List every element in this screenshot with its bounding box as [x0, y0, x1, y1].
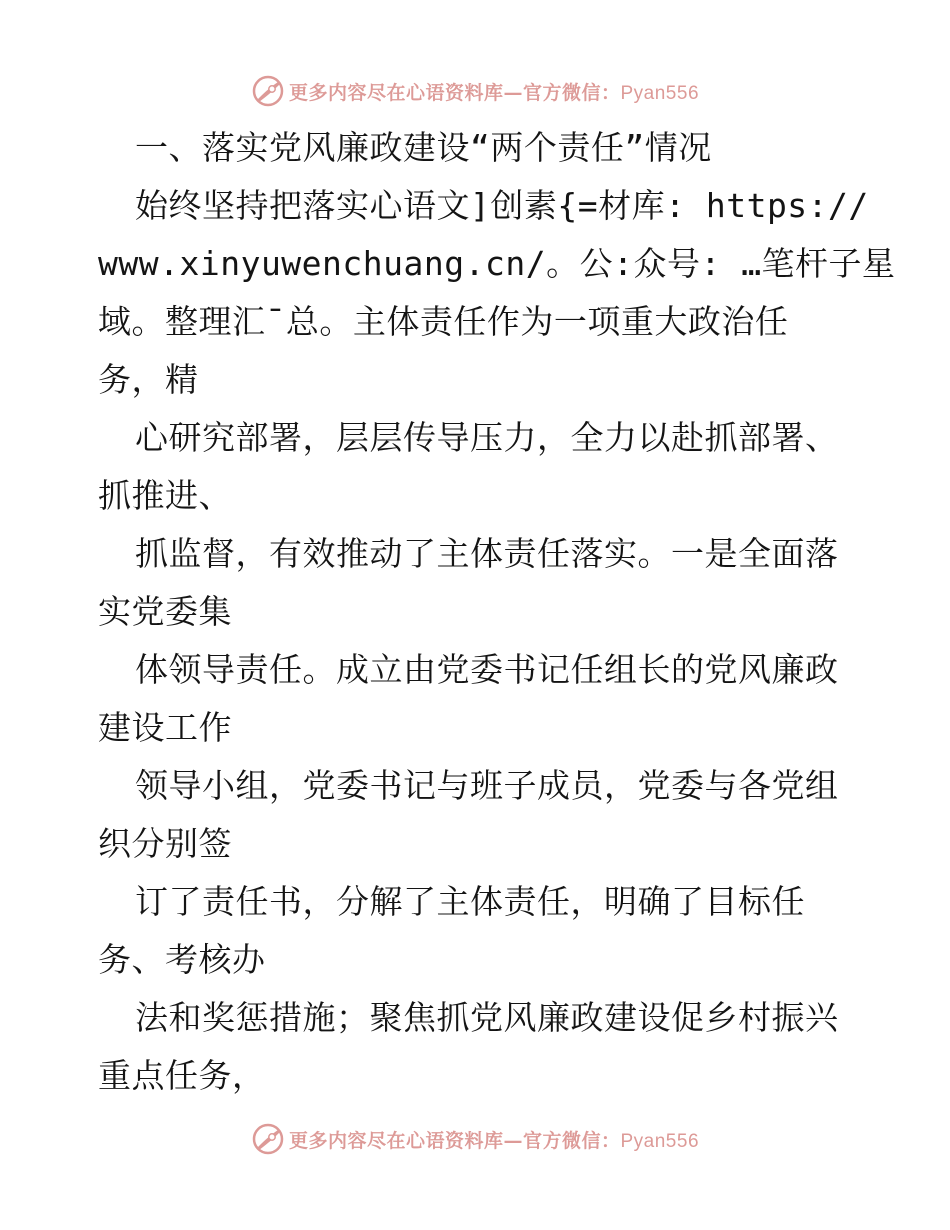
- paragraph-line: 订了责任书，分解了主体责任，明确了目标任: [135, 882, 805, 921]
- footer-watermark: [0, 1119, 950, 1159]
- watermark-text: 更多内容尽在心语资料库—官方微信：Pyan556: [288, 81, 700, 104]
- paragraph-line: 织分别签: [98, 824, 232, 863]
- paragraph-line: 实党委集: [98, 592, 232, 631]
- paragraph-line: 域。整理汇¯总。主体责任作为一项重大政治任: [98, 302, 789, 341]
- paragraph-line: 务，精: [98, 360, 199, 399]
- paragraph-line: 务、考核办: [98, 940, 266, 979]
- paragraph-line: 抓监督，有效推动了主体责任落实。一是全面落: [135, 534, 839, 573]
- paragraph-line: 重点任务，: [98, 1056, 266, 1095]
- section-heading: 一、落实党风廉政建设“两个责任”情况: [135, 128, 712, 167]
- paragraph-line: 法和奖惩措施；聚焦抓党风廉政建设促乡村振兴: [135, 998, 839, 1037]
- watermark-text: 更多内容尽在心语资料库—官方微信：Pyan556: [288, 1129, 700, 1152]
- paragraph-line: 体领导责任。成立由党委书记任组长的党风廉政: [135, 650, 839, 689]
- pen-logo-icon: [251, 1122, 285, 1156]
- paragraph-line: 抓推进、: [98, 476, 232, 515]
- paragraph-line: 始终坚持把落实心语文]创素{=材库: https://: [135, 186, 869, 225]
- paragraph-line: 领导小组，党委书记与班子成员，党委与各党组: [135, 766, 839, 805]
- paragraph-line: 建设工作: [98, 708, 232, 747]
- paragraph-line: www.xinyuwenchuang.cn/。公:众号: …笔杆子星: [98, 244, 896, 283]
- paragraph-line: 心研究部署，层层传导压力，全力以赴抓部署、: [135, 418, 839, 457]
